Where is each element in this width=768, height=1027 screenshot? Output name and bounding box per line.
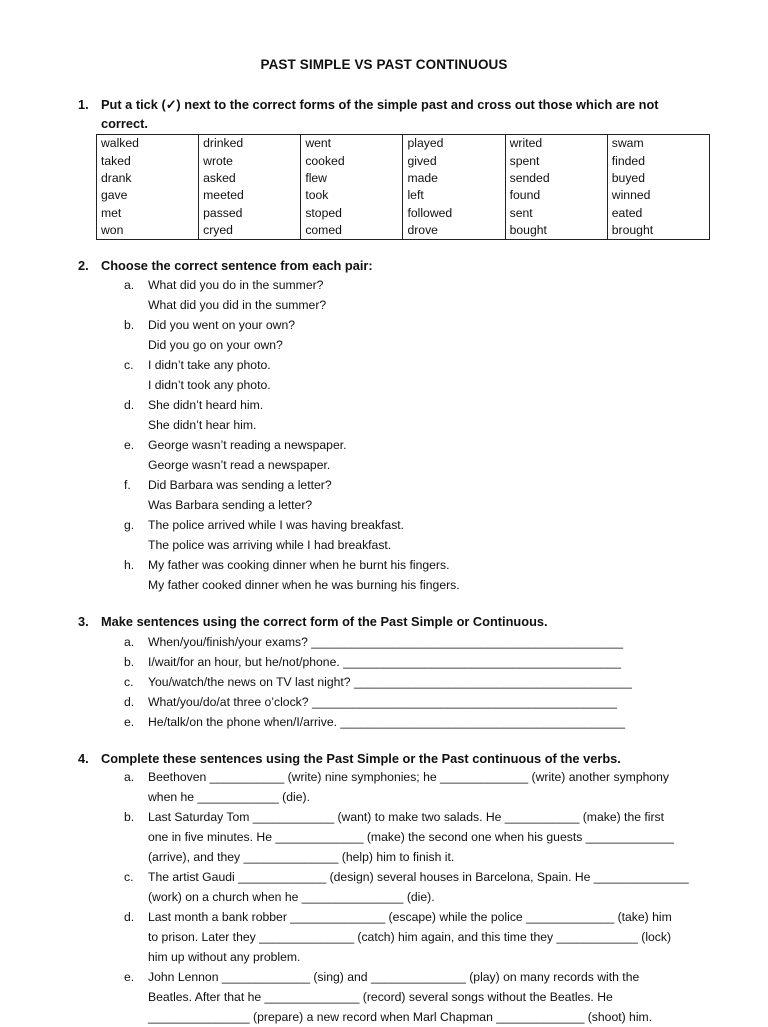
table-row (97, 222, 710, 240)
question-text-line2: correct. (101, 116, 148, 131)
table-cell: cooked (301, 152, 403, 169)
item-letter: d. (124, 910, 135, 924)
item-letter: e. (124, 438, 135, 452)
table-cell: taked (97, 152, 199, 169)
item-line: to prison. Later they ______________ (catch) him again, and this time they ____________ (lock) (148, 930, 672, 944)
item-line: Beatles. After that he ______________ (record) several songs without the Beatles. He (148, 990, 613, 1004)
item-line: My father cooked dinner when he was burning his fingers. (148, 578, 460, 592)
table-cell: left (403, 187, 505, 204)
question-1-heading (78, 95, 718, 133)
item-line: Did you go on your own? (148, 338, 283, 352)
item-line: Last Saturday Tom ____________ (want) to make two salads. He ___________ (make) the first (148, 810, 665, 824)
table-cell: buyed (607, 170, 709, 187)
item-line: (arrive), and they ______________ (help) him to finish it. (148, 850, 455, 864)
item-line: When/you/finish/your exams? ______________________________________________ (148, 635, 624, 649)
table-cell: took (301, 187, 403, 204)
table-row (97, 187, 710, 204)
table-cell: drank (97, 170, 199, 187)
table-cell: stoped (301, 205, 403, 222)
item-line: one in five minutes. He _____________ (make) the second one when his guests _____________ (148, 830, 674, 844)
item-line: _______________ (prepare) a new record when Marl Chapman _____________ (shoot) him. (148, 1010, 653, 1024)
question-3-heading (78, 612, 718, 631)
table-cell: gived (403, 152, 505, 169)
question-number: 1. (78, 97, 89, 112)
list-item (124, 867, 689, 907)
list-item (124, 692, 632, 712)
table-cell: passed (199, 205, 301, 222)
table-cell: comed (301, 222, 403, 240)
table-cell: walked (97, 135, 199, 153)
question-number: 4. (78, 751, 89, 766)
table-cell: eated (607, 205, 709, 222)
question-2-items (124, 275, 460, 595)
item-line: I didn’t take any photo. (148, 358, 271, 372)
item-line: George wasn’t reading a newspaper. (148, 438, 347, 452)
item-line: He/talk/on the phone when/I/arrive. __________________________________________ (148, 715, 626, 729)
question-3-items (124, 632, 632, 732)
item-letter: a. (124, 770, 135, 784)
item-line: My father was cooking dinner when he burnt his fingers. (148, 558, 450, 572)
list-item (124, 515, 460, 555)
item-line: Was Barbara sending a letter? (148, 498, 313, 512)
list-item (124, 355, 460, 395)
table-row (97, 152, 710, 169)
page-title: PAST SIMPLE VS PAST CONTINUOUS (260, 57, 508, 72)
table-cell: finded (607, 152, 709, 169)
list-item (124, 967, 689, 1027)
item-line: What did you do in the summer? (148, 278, 324, 292)
item-letter: c. (124, 675, 134, 689)
item-letter: f. (124, 478, 131, 492)
item-line: She didn’t hear him. (148, 418, 257, 432)
question-text: Make sentences using the correct form of the Past Simple or Continuous. (101, 614, 548, 629)
table-cell: went (301, 135, 403, 153)
item-letter: d. (124, 695, 135, 709)
item-letter: h. (124, 558, 135, 572)
item-line: John Lennon _____________ (sing) and ______________ (play) on many records with the (148, 970, 640, 984)
question-number: 3. (78, 614, 89, 629)
item-letter: d. (124, 398, 135, 412)
table-cell: won (97, 222, 199, 240)
item-line: What did you did in the summer? (148, 298, 327, 312)
table-cell: sended (505, 170, 607, 187)
item-line: The police was arriving while I had breakfast. (148, 538, 392, 552)
question-number: 2. (78, 258, 89, 273)
question-text: Complete these sentences using the Past Simple or the Past continuous of the verbs. (101, 751, 621, 766)
table-cell: flew (301, 170, 403, 187)
table-cell: asked (199, 170, 301, 187)
item-line: What/you/do/at three o’clock? _____________________________________________ (148, 695, 617, 709)
item-letter: e. (124, 715, 135, 729)
item-line: Did you went on your own? (148, 318, 296, 332)
list-item (124, 315, 460, 355)
item-letter: a. (124, 635, 135, 649)
table-cell: bought (505, 222, 607, 240)
question-4-items (124, 767, 689, 1027)
item-line: Beethoven ___________ (write) nine symphonies; he _____________ (write) another symphony (148, 770, 670, 784)
table-cell: made (403, 170, 505, 187)
list-item (124, 435, 460, 475)
item-line: (work) on a church when he _______________ (die). (148, 890, 435, 904)
item-letter: b. (124, 810, 135, 824)
question-text: Choose the correct sentence from each pair: (101, 258, 373, 273)
item-letter: a. (124, 278, 135, 292)
table-row (97, 205, 710, 222)
list-item (124, 807, 689, 867)
item-letter: c. (124, 358, 134, 372)
table-cell: swam (607, 135, 709, 153)
item-letter: g. (124, 518, 135, 532)
table-cell: spent (505, 152, 607, 169)
question-2-heading (78, 256, 718, 275)
table-row (97, 170, 710, 187)
table-cell: played (403, 135, 505, 153)
table-cell: winned (607, 187, 709, 204)
list-item (124, 475, 460, 515)
table-cell: wrote (199, 152, 301, 169)
table-cell: gave (97, 187, 199, 204)
item-line: I didn’t took any photo. (148, 378, 271, 392)
item-line: Last month a bank robber ______________ (escape) while the police _____________ (take) him (148, 910, 672, 924)
item-letter: e. (124, 970, 135, 984)
item-line: Did Barbara was sending a letter? (148, 478, 332, 492)
item-letter: b. (124, 655, 135, 669)
table-cell: cryed (199, 222, 301, 240)
list-item (124, 672, 632, 692)
table-cell: meeted (199, 187, 301, 204)
table-cell: followed (403, 205, 505, 222)
list-item (124, 395, 460, 435)
list-item (124, 712, 632, 732)
verb-forms-table (96, 134, 710, 240)
table-cell: writed (505, 135, 607, 153)
table-cell: sent (505, 205, 607, 222)
item-line: George wasn’t read a newspaper. (148, 458, 331, 472)
table-row (97, 135, 710, 153)
item-line: when he ____________ (die). (148, 790, 310, 804)
item-line: She didn’t heard him. (148, 398, 264, 412)
item-letter: b. (124, 318, 135, 332)
list-item (124, 907, 689, 967)
table-cell: found (505, 187, 607, 204)
table-cell: drove (403, 222, 505, 240)
item-line: The police arrived while I was having breakfast. (148, 518, 405, 532)
question-4-heading (78, 749, 718, 768)
list-item (124, 767, 689, 807)
list-item (124, 632, 632, 652)
table-cell: brought (607, 222, 709, 240)
table-cell: drinked (199, 135, 301, 153)
item-letter: c. (124, 870, 134, 884)
item-line: You/watch/the news on TV last night? _________________________________________ (148, 675, 632, 689)
table-cell: met (97, 205, 199, 222)
list-item (124, 652, 632, 672)
list-item (124, 555, 460, 595)
list-item (124, 275, 460, 315)
item-line: him up without any problem. (148, 950, 301, 964)
item-line: The artist Gaudi _____________ (design) several houses in Barcelona, Spain. He ______________ (148, 870, 689, 884)
question-text-line1: Put a tick (✓) next to the correct forms of the simple past and cross out those which are not (101, 97, 659, 112)
item-line: I/wait/for an hour, but he/not/phone. _________________________________________ (148, 655, 622, 669)
